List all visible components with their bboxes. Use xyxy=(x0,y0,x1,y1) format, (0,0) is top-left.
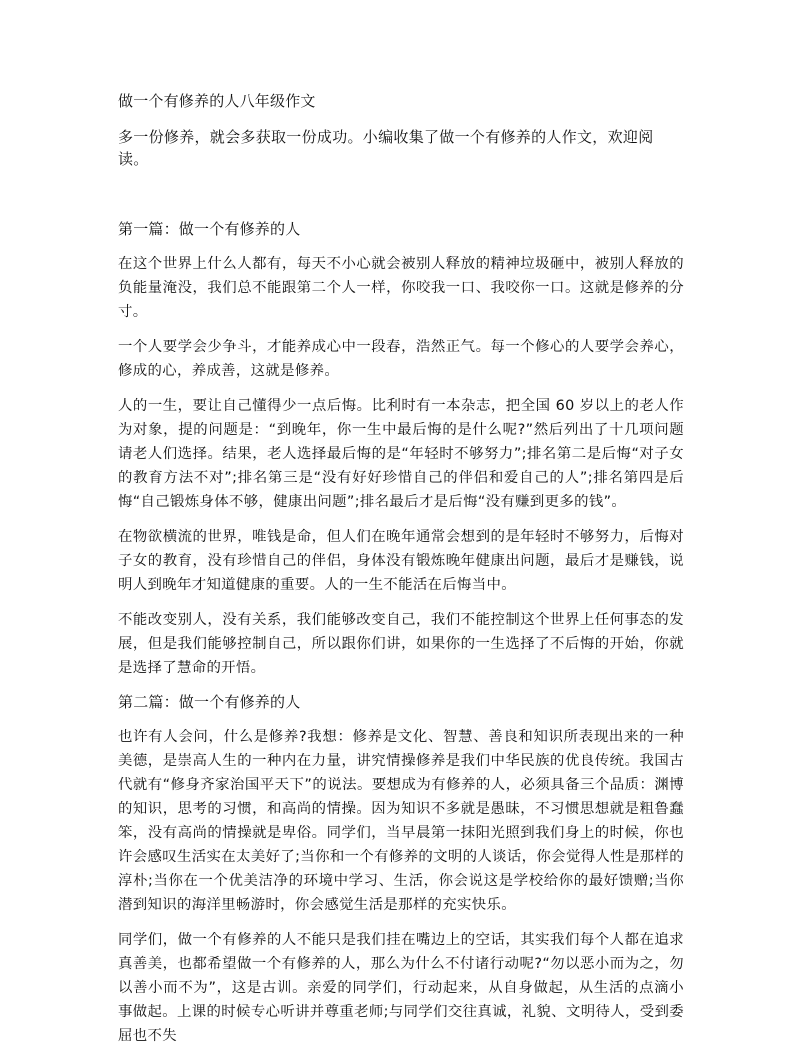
section-2-paragraph-1: 也许有人会问，什么是修养?我想：修养是文化、智慧、善良和知识所表现出来的一种美德，是崇高人生的一种内在力量，讲究情操修养是我们中华民族的优良传统。我国古代就有“修身齐家治国平天下”的说法。要想成为有修养的人，必须具备三个品质：渊博的知识，思考的习惯，和高尚的情操。因为知识不多就是愚昧，不习惯思想就是粗鲁蠢笨，没有高尚的情操就是卑俗。同学们，当早晨第一抹阳光照到我们身上的时候，你也许会感叹生活实在太美好了;当你和一个有修养的文明的人谈话，你会觉得人性是那样的淳朴;当你在一个优美洁净的环境中学习、生活，你会说这是学校给你的最好馈赠;当你潜到知识的海洋里畅游时，你会感觉生活是那样的充实快乐。 xyxy=(118,729,684,913)
document-page xyxy=(118,90,684,1059)
section-1-paragraph-2: 一个人要学会少争斗，才能养成心中一段春，浩然正气。每一个修心的人要学会养心，修成的心，养成善，这就是修养。 xyxy=(118,339,684,379)
section-1-paragraph-3: 人的一生，要让自己懂得少一点后悔。比利时有一本杂志，把全国 60 岁以上的老人作为对象，提的问题是：“到晚年，你一生中最后悔的是什么呢?”然后列出了十几项问题请老人们选择。结果，老人选择最后悔的是“年轻时不够努力”;排名第二是后悔“对子女的教育方法不对”;排名第三是“没有好好珍惜自己的伴侣和爱自己的人”;排名第四是后悔“自己锻炼身体不够，健康出问题”;排名最后才是后悔“没有赚到更多的钱”。 xyxy=(118,398,684,510)
intro-paragraph: 多一份修养，就会多获取一份成功。小编收集了做一个有修养的人作文，欢迎阅读。 xyxy=(118,128,654,168)
section-1-paragraph-5: 不能改变别人，没有关系，我们能够改变自己，我们不能控制这个世界上任何事态的发展，但是我们能够控制自己，所以跟你们讲，如果你的一生选择了不后悔的开始，你就是选择了慧命的开悟。 xyxy=(118,612,684,676)
section-2-paragraph-2: 同学们，做一个有修养的人不能只是我们挂在嘴边上的空话，其实我们每个人都在追求真善美，也都希望做一个有修养的人，那么为什么不付诸行动呢?“勿以恶小而为之，勿以善小而不为”，这是古训。亲爱的同学们，行动起来，从自身做起，从生活的点滴小事做起。上课的时候专心听讲并尊重老师;与同学们交往真诚，礼貌、文明待人，受到委屈也不失 xyxy=(118,932,684,1044)
section-1-paragraph-4: 在物欲横流的世界，唯钱是命，但人们在晚年通常会想到的是年轻时不够努力，后悔对子女的教育，没有珍惜自己的伴侣，身体没有锻炼晚年健康出问题，最后才是赚钱，说明人到晚年才知道健康的重要。人的一生不能活在后悔当中。 xyxy=(118,529,684,593)
document-title: 做一个有修养的人八年级作文 xyxy=(118,92,316,110)
section-2-heading: 第二篇：做一个有修养的人 xyxy=(118,693,301,711)
section-1-paragraph-1: 在这个世界上什么人都有，每天不小心就会被别人释放的精神垃圾砸中，被别人释放的负能量淹没，我们总不能跟第二个人一样，你咬我一口、我咬你一口。这就是修养的分寸。 xyxy=(118,256,684,320)
section-1-heading: 第一篇：做一个有修养的人 xyxy=(118,220,301,238)
